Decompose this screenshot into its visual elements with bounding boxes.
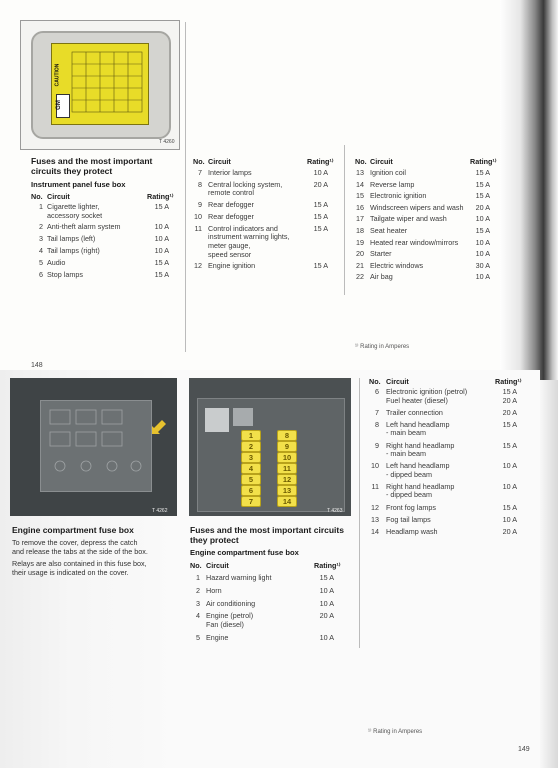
- fuse-rating: 15 A: [502, 440, 517, 450]
- fuse-rating: 10 A: [475, 249, 490, 259]
- fuse-rating: 15 A: [154, 269, 169, 279]
- fuse-number: 2: [39, 222, 43, 232]
- fuse: 6: [241, 485, 261, 496]
- table-row: [31, 271, 169, 280]
- table-row: [31, 203, 169, 220]
- circuit-name: Headlamp wash: [386, 526, 438, 536]
- fuse-rating: 10 A: [475, 272, 490, 282]
- circuit-name: Right hand headlamp - main beam: [386, 440, 455, 459]
- header-circuit: Circuit: [370, 157, 393, 166]
- fuse-rating: 10 A: [319, 632, 334, 642]
- circuit-name: Hazard warning light: [206, 573, 272, 582]
- fuse-number: 6: [39, 269, 43, 279]
- circuit-name: Ignition coil: [370, 168, 406, 177]
- engine-fuse-box-open-figure: [189, 378, 351, 516]
- fuse-rating: 15 A 20 A: [502, 387, 517, 405]
- circuit-name: Rear defogger: [208, 200, 254, 210]
- table-row: [367, 462, 517, 479]
- table-row: [367, 409, 517, 418]
- fuse-number: 3: [39, 234, 43, 244]
- fuse-number: 3: [196, 598, 200, 608]
- caution-sticker: [51, 43, 149, 125]
- fuse-number: 7: [375, 407, 379, 417]
- footnote: ¹⁾ Rating in Amperes: [368, 729, 423, 735]
- fuse-rating: 10 A: [154, 234, 169, 244]
- header-no: No.: [31, 192, 43, 201]
- table-row: [31, 235, 169, 244]
- fuse-rating: 15 A: [313, 212, 328, 221]
- circuit-name: Horn: [206, 585, 222, 595]
- engine-fuse-box-cover-figure: [10, 378, 177, 516]
- fuse-rating: 20 A: [319, 611, 334, 621]
- relay-block: [233, 408, 253, 426]
- fuse: 3: [241, 452, 261, 463]
- fuse-rating: 15 A: [319, 573, 334, 582]
- header-rating: Rating¹⁾: [314, 561, 341, 570]
- fuse-number: 13: [356, 168, 364, 177]
- fuse-rating: 15 A: [502, 419, 517, 429]
- circuit-name: Rear defogger: [208, 212, 254, 221]
- circuit-name: Anti-theft alarm system: [47, 222, 121, 232]
- fuse-number: 19: [356, 237, 364, 247]
- fuse-rating: 15 A: [502, 502, 517, 512]
- column-divider: [359, 378, 360, 648]
- circuit-name: Fog tail lamps: [386, 514, 431, 524]
- table-row: [367, 442, 517, 459]
- fuse-rating: 10 A: [319, 598, 334, 608]
- section-subtitle: Instrument panel fuse box: [31, 180, 126, 189]
- section-title: [31, 156, 181, 176]
- instruction-line: To remove the cover, depress the catch: [12, 538, 138, 547]
- arrow-icon: [148, 418, 168, 438]
- fuse-number: 10: [194, 212, 202, 221]
- fuse-rating: 10 A: [475, 237, 490, 247]
- table-row: [352, 273, 490, 282]
- header-rating: Rating¹⁾: [307, 157, 334, 166]
- fuse-rating: 10 A: [502, 481, 517, 491]
- fuse-rating: 20 A: [475, 202, 490, 212]
- table-row: [190, 225, 328, 259]
- fuse-number: 13: [371, 514, 379, 524]
- fuse: 5: [241, 474, 261, 485]
- fuse-number: 9: [375, 440, 379, 450]
- fuse-number: 21: [356, 260, 364, 270]
- circuit-name: Tailgate wiper and wash: [370, 214, 447, 224]
- fuse: 4: [241, 463, 261, 474]
- sticker-logo-box: [56, 94, 70, 118]
- fuse-rating: 30 A: [475, 260, 490, 270]
- table-row: [188, 574, 334, 583]
- fuse-number: 15: [356, 191, 364, 201]
- fuse-rating: 15 A: [154, 257, 169, 267]
- page-number: 148: [31, 362, 43, 369]
- figure-label: T 4263: [327, 508, 343, 514]
- table-row: [190, 262, 328, 271]
- circuit-name: Cigarette lighter, accessory socket: [47, 202, 103, 220]
- section-title: [190, 525, 355, 545]
- engine-box-title: Engine compartment fuse box: [12, 525, 134, 535]
- fuse-number: 8: [198, 179, 202, 189]
- fuse-rating: 15 A: [313, 223, 328, 233]
- column-divider: [344, 145, 345, 295]
- header-no: No.: [355, 157, 367, 166]
- footnote: ¹⁾ Rating in Amperes: [355, 344, 410, 350]
- circuit-name: Right hand headlamp - dipped beam: [386, 481, 455, 500]
- relay-note-line: Relays are also contained in this fuse box,: [12, 559, 147, 568]
- fuse-number: 12: [194, 261, 202, 271]
- binding-edge: [500, 0, 558, 380]
- circuit-name: Left hand headlamp - main beam: [386, 419, 450, 438]
- fuse-rating: 10 A: [319, 585, 334, 595]
- table-row: [352, 250, 490, 259]
- table-row: [190, 213, 328, 222]
- circuit-name: Heated rear window/mirrors: [370, 237, 459, 247]
- header-circuit: Circuit: [386, 377, 409, 386]
- fuse: 8: [277, 430, 297, 441]
- fuse-number: 16: [356, 202, 364, 212]
- fuse-number: 22: [356, 272, 364, 282]
- table-row: [188, 600, 334, 609]
- fuse-rating: 10 A: [154, 222, 169, 232]
- fuse-number: 11: [371, 481, 379, 491]
- circuit-name: Electronic ignition (petrol) Fuel heater (diesel): [386, 387, 468, 405]
- fuse-rating: 15 A: [154, 202, 169, 211]
- fuse-box-cover-figure: [20, 20, 180, 150]
- fuse-number: 10: [371, 461, 379, 471]
- figure-label: T 4260: [159, 139, 175, 145]
- fuse-number: 8: [375, 419, 379, 429]
- fuse-rating: 20 A: [502, 407, 517, 417]
- circuit-name: Front fog lamps: [386, 502, 436, 512]
- fuse-number: 18: [356, 226, 364, 235]
- header-rating: Rating¹⁾: [147, 192, 174, 201]
- fuse-rating: 10 A: [154, 246, 169, 255]
- fuse: 1: [241, 430, 261, 441]
- header-circuit: Circuit: [47, 192, 70, 201]
- fuse-rating: 15 A: [313, 200, 328, 210]
- circuit-name: Air conditioning: [206, 598, 256, 608]
- fuse: 14: [277, 496, 297, 507]
- fuse-number: 5: [196, 632, 200, 642]
- sticker-logo: GM: [55, 100, 62, 110]
- circuit-name: Tail lamps (left): [47, 234, 96, 244]
- relay-symbols-graphic: [40, 400, 150, 490]
- circuit-name: Reverse lamp: [370, 179, 415, 189]
- fuse: 9: [277, 441, 297, 452]
- table-row: [367, 388, 517, 405]
- table-row: [367, 483, 517, 500]
- table-row: [188, 612, 334, 629]
- circuit-name: Engine ignition: [208, 261, 256, 271]
- circuit-name: Starter: [370, 249, 392, 259]
- circuit-name: Central locking system, remote control: [208, 179, 283, 198]
- fuse-rating: 15 A: [475, 191, 490, 201]
- table-row: [190, 201, 328, 210]
- fuse-rating: 20 A: [313, 179, 328, 189]
- circuit-name: Engine: [206, 632, 229, 642]
- fuse-rating: 10 A: [313, 168, 328, 177]
- header-rating: Rating¹⁾: [495, 377, 522, 386]
- table-row: [367, 504, 517, 513]
- fuse-number: 7: [198, 168, 202, 177]
- table-row: [367, 516, 517, 525]
- fuse-number: 1: [39, 202, 43, 211]
- table-row: [31, 223, 169, 232]
- page-number: 149: [518, 746, 530, 753]
- table-row: [31, 247, 169, 256]
- circuit-name: Seat heater: [370, 226, 408, 235]
- table-row: [352, 227, 490, 236]
- table-row: [352, 169, 490, 178]
- circuit-name: Trailer connection: [386, 407, 443, 417]
- table-row: [190, 169, 328, 178]
- fuse-number: 6: [375, 387, 379, 396]
- circuit-name: Tail lamps (right): [47, 246, 100, 255]
- fuse-number: 14: [356, 179, 364, 189]
- header-rating: Rating¹⁾: [470, 157, 497, 166]
- fuse-number: 5: [39, 257, 43, 267]
- relay-block: [205, 408, 229, 432]
- fuse: 2: [241, 441, 261, 452]
- fuse-number: 4: [39, 246, 43, 255]
- circuit-name: Control indicators and instrument warning lights, meter gauge, speed sensor: [208, 223, 290, 259]
- fuse-number: 4: [196, 611, 200, 621]
- section-subtitle: Engine compartment fuse box: [190, 548, 299, 557]
- table-row: [190, 181, 328, 198]
- fuse-rating: 20 A: [502, 526, 517, 536]
- circuit-name: Electric windows: [370, 260, 424, 270]
- table-row: [188, 587, 334, 596]
- table-row: [352, 215, 490, 224]
- page-148: [0, 0, 505, 370]
- fuse-number: 9: [198, 200, 202, 210]
- fuse-number: 1: [196, 573, 200, 582]
- circuit-name: Engine (petrol) Fan (diesel): [206, 611, 254, 629]
- section-title-text: Fuses and the most important circuits they protect: [190, 525, 344, 545]
- circuit-name: Stop lamps: [47, 269, 83, 279]
- section-title-text: Fuses and the most important circuits they protect: [31, 156, 153, 176]
- instruction-line: and release the tabs at the side of the box.: [12, 547, 148, 556]
- fuse: 11: [277, 463, 297, 474]
- header-circuit: Circuit: [206, 561, 229, 570]
- fuse-rating: 15 A: [475, 179, 490, 189]
- circuit-name: Windscreen wipers and wash: [370, 202, 464, 212]
- table-row: [188, 634, 334, 643]
- fuse-number: 2: [196, 585, 200, 595]
- fuse-rating: 10 A: [502, 461, 517, 471]
- circuit-name: Left hand headlamp - dipped beam: [386, 461, 450, 479]
- table-row: [352, 262, 490, 271]
- table-row: [367, 528, 517, 537]
- header-circuit: Circuit: [208, 157, 231, 166]
- figure-label: T 4262: [152, 508, 168, 514]
- fuse-rating: 15 A: [475, 168, 490, 177]
- column-divider: [185, 22, 186, 352]
- header-no: No.: [369, 377, 381, 386]
- fuse-number: 11: [194, 223, 202, 233]
- fuse-number: 17: [356, 214, 364, 224]
- fuse-rating: 10 A: [475, 214, 490, 224]
- binding-edge-lower: [540, 380, 558, 768]
- sticker-caution-text: CAUTION: [54, 63, 61, 87]
- fuse: 13: [277, 485, 297, 496]
- fuse: 10: [277, 452, 297, 463]
- fuse-rating: 15 A: [313, 261, 328, 271]
- header-no: No.: [193, 157, 205, 166]
- table-row: [352, 181, 490, 190]
- circuit-name: Audio: [47, 257, 66, 267]
- fuse-number: 12: [371, 502, 379, 512]
- header-no: No.: [190, 561, 202, 570]
- fuse: 7: [241, 496, 261, 507]
- circuit-name: Air bag: [370, 272, 393, 282]
- fuse: 12: [277, 474, 297, 485]
- table-row: [367, 421, 517, 438]
- table-row: [352, 239, 490, 248]
- table-row: [352, 204, 490, 213]
- fuse-number: 14: [371, 526, 379, 536]
- circuit-name: Interior lamps: [208, 168, 252, 177]
- circuit-name: Electronic ignition: [370, 191, 427, 201]
- page-149: [0, 370, 540, 768]
- fuse-number: 20: [356, 249, 364, 259]
- table-row: [31, 259, 169, 268]
- relay-note-line: their usage is indicated on the cover.: [12, 568, 129, 577]
- fuse-rating: 15 A: [475, 226, 490, 235]
- table-row: [352, 192, 490, 201]
- fuse-rating: 10 A: [502, 514, 517, 524]
